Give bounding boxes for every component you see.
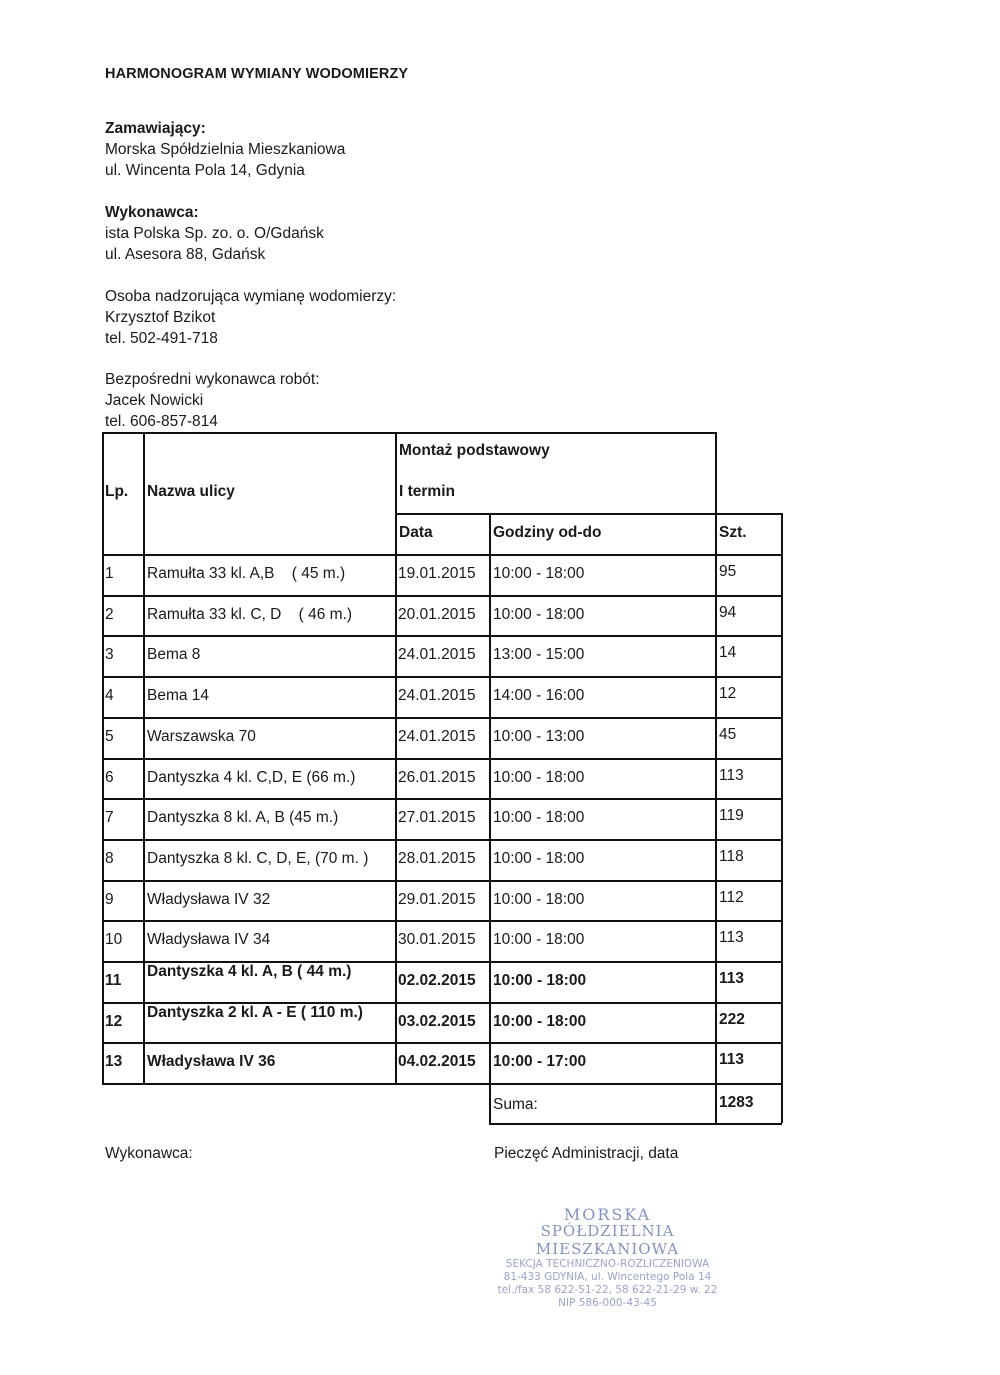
row-date: 29.01.2015	[398, 890, 476, 908]
row-hours: 10:00 - 18:00	[493, 809, 585, 827]
row-street-name: Ramułta 33 kl. C, D ( 46 m.)	[147, 605, 352, 623]
row-date: 24.01.2015	[398, 687, 476, 705]
row-hours: 10:00 - 18:00	[493, 565, 585, 582]
row-lp: 13	[105, 1053, 123, 1071]
row-hours: 10:00 - 18:00	[493, 931, 585, 949]
row-hours: 10:00 - 17:00	[493, 1053, 587, 1071]
row-divider	[102, 1042, 782, 1044]
row-quantity: 12	[719, 685, 737, 703]
row-street-name: Dantyszka 4 kl. A, B ( 44 m.)	[147, 963, 352, 980]
row-street-name: Dantyszka 8 kl. A, B (45 m.)	[147, 809, 339, 827]
stamp-line-4: 81-433 GDYNIA, ul. Wincentego Pola 14	[503, 1271, 712, 1283]
row-quantity: 113	[719, 1051, 745, 1069]
row-hours: 14:00 - 16:00	[493, 687, 585, 705]
row-lp: 7	[105, 809, 114, 827]
contractor-signature-label: Wykonawca:	[105, 1145, 193, 1162]
stamp-line-2: SPÓŁDZIELNIA MIESZKANIOWA	[535, 1222, 680, 1258]
row-lp: 6	[105, 768, 114, 786]
row-divider	[102, 798, 782, 800]
row-lp: 1	[105, 565, 114, 582]
row-street-name: Warszawska 70	[147, 727, 256, 745]
row-quantity: 119	[719, 807, 744, 825]
row-hours: 10:00 - 18:00	[493, 1012, 587, 1030]
executor-name: Jacek Nowicki	[105, 392, 204, 409]
row-divider	[102, 676, 782, 678]
header-hours: Godziny od-do	[493, 524, 602, 541]
row-quantity: 113	[719, 929, 744, 947]
ordering-party-address: ul. Wincenta Pola 14, Gdynia	[105, 162, 305, 179]
row-quantity: 112	[719, 888, 744, 906]
row-street-name: Dantyszka 2 kl. A - E ( 110 m.)	[147, 1003, 363, 1021]
contractor-block	[105, 202, 324, 265]
header-street-name: Nazwa ulicy	[147, 483, 235, 500]
row-quantity: 222	[719, 1010, 745, 1028]
row-lp: 2	[105, 605, 114, 623]
column-line	[715, 432, 717, 1123]
header-first-term: I termin	[399, 483, 455, 500]
row-date: 03.02.2015	[398, 1012, 476, 1030]
header-date: Data	[399, 524, 433, 541]
row-hours: 13:00 - 15:00	[493, 646, 585, 664]
row-quantity: 118	[719, 847, 744, 865]
stamp-line-5: tel./fax 58 622-51-22, 58 622-21-29 w. 22	[497, 1284, 718, 1296]
sum-row-bottom-border	[489, 1123, 782, 1125]
sum-label: Suma:	[493, 1096, 538, 1114]
document-title: HARMONOGRAM WYMIANY WODOMIERZY	[105, 66, 409, 82]
stamp-line-3: SEKCJA TECHNICZNO-ROZLICZENIOWA	[505, 1258, 710, 1270]
row-divider	[102, 880, 782, 882]
row-street-name: Władysława IV 34	[147, 931, 271, 949]
row-lp: 3	[105, 646, 114, 664]
row-date: 20.01.2015	[398, 605, 476, 623]
row-divider	[102, 839, 782, 841]
stamp-line-1: MORSKA	[563, 1205, 652, 1224]
row-street-name: Władysława IV 32	[147, 890, 271, 908]
row-date: 02.02.2015	[398, 972, 476, 989]
row-divider	[102, 635, 782, 637]
supervisor-phone: tel. 502-491-718	[105, 330, 218, 347]
cooperative-stamp	[470, 1205, 745, 1310]
row-street-name: Dantyszka 4 kl. C,D, E (66 m.)	[147, 768, 356, 786]
row-lp: 11	[105, 972, 122, 989]
ordering-party-heading: Zamawiający:	[105, 120, 206, 137]
row-street-name: Dantyszka 8 kl. C, D, E, (70 m. )	[147, 849, 369, 867]
executor-label: Bezpośredni wykonawca robót:	[105, 371, 320, 388]
row-lp: 10	[105, 931, 123, 949]
row-date: 19.01.2015	[398, 565, 476, 582]
row-divider	[102, 920, 782, 922]
stamp-line-6: NIP 586-000-43-45	[558, 1297, 657, 1309]
row-quantity: 45	[719, 725, 737, 743]
row-quantity: 94	[719, 603, 737, 621]
ordering-party-block	[105, 118, 345, 181]
row-date: 24.01.2015	[398, 646, 476, 664]
contractor-address: ul. Asesora 88, Gdańsk	[105, 246, 266, 263]
column-line	[781, 513, 783, 1123]
row-hours: 10:00 - 13:00	[493, 727, 585, 745]
supervisor-block	[105, 286, 396, 349]
sum-value: 1283	[719, 1094, 754, 1112]
row-divider	[102, 1083, 782, 1085]
executor-phone: tel. 606-857-814	[105, 413, 218, 430]
row-lp: 9	[105, 890, 114, 908]
row-date: 26.01.2015	[398, 768, 476, 786]
row-hours: 10:00 - 18:00	[493, 849, 585, 867]
row-date: 28.01.2015	[398, 849, 476, 867]
row-divider	[102, 758, 782, 760]
header-quantity: Szt.	[719, 524, 747, 541]
header-lp: Lp.	[105, 483, 129, 500]
row-lp: 12	[105, 1012, 123, 1030]
row-lp: 8	[105, 849, 114, 867]
supervisor-name: Krzysztof Bzikot	[105, 309, 216, 326]
row-hours: 10:00 - 18:00	[493, 890, 585, 908]
row-hours: 10:00 - 18:00	[493, 605, 585, 623]
contractor-name: ista Polska Sp. zo. o. O/Gdańsk	[105, 225, 324, 242]
header-divider	[395, 513, 782, 515]
ordering-party-name: Morska Spółdzielnia Mieszkaniowa	[105, 141, 346, 158]
column-line	[489, 513, 491, 1123]
row-date: 24.01.2015	[398, 727, 476, 745]
row-date: 04.02.2015	[398, 1053, 476, 1071]
contractor-heading: Wykonawca:	[105, 204, 199, 221]
row-lp: 5	[105, 727, 114, 745]
row-date: 27.01.2015	[398, 809, 476, 827]
row-date: 30.01.2015	[398, 931, 476, 949]
row-street-name: Bema 14	[147, 687, 210, 705]
row-hours: 10:00 - 18:00	[493, 768, 585, 786]
row-quantity: 113	[719, 970, 745, 987]
row-street-name: Bema 8	[147, 646, 201, 664]
row-street-name: Ramułta 33 kl. A,B ( 45 m.)	[147, 565, 346, 582]
row-street-name: Władysława IV 36	[147, 1053, 276, 1071]
administration-stamp-label: Pieczęć Administracji, data	[494, 1145, 679, 1162]
row-quantity: 95	[719, 563, 737, 580]
header-bottom-border	[102, 554, 782, 556]
row-divider	[102, 595, 782, 597]
row-divider	[102, 717, 782, 719]
header-installation: Montaż podstawowy	[399, 442, 550, 459]
table-border-top	[102, 432, 716, 434]
row-hours: 10:00 - 18:00	[493, 972, 587, 989]
supervisor-label: Osoba nadzorująca wymianę wodomierzy:	[105, 288, 397, 305]
row-quantity: 113	[719, 766, 744, 784]
row-quantity: 14	[719, 644, 737, 662]
executor-block	[105, 369, 320, 432]
row-lp: 4	[105, 687, 114, 705]
